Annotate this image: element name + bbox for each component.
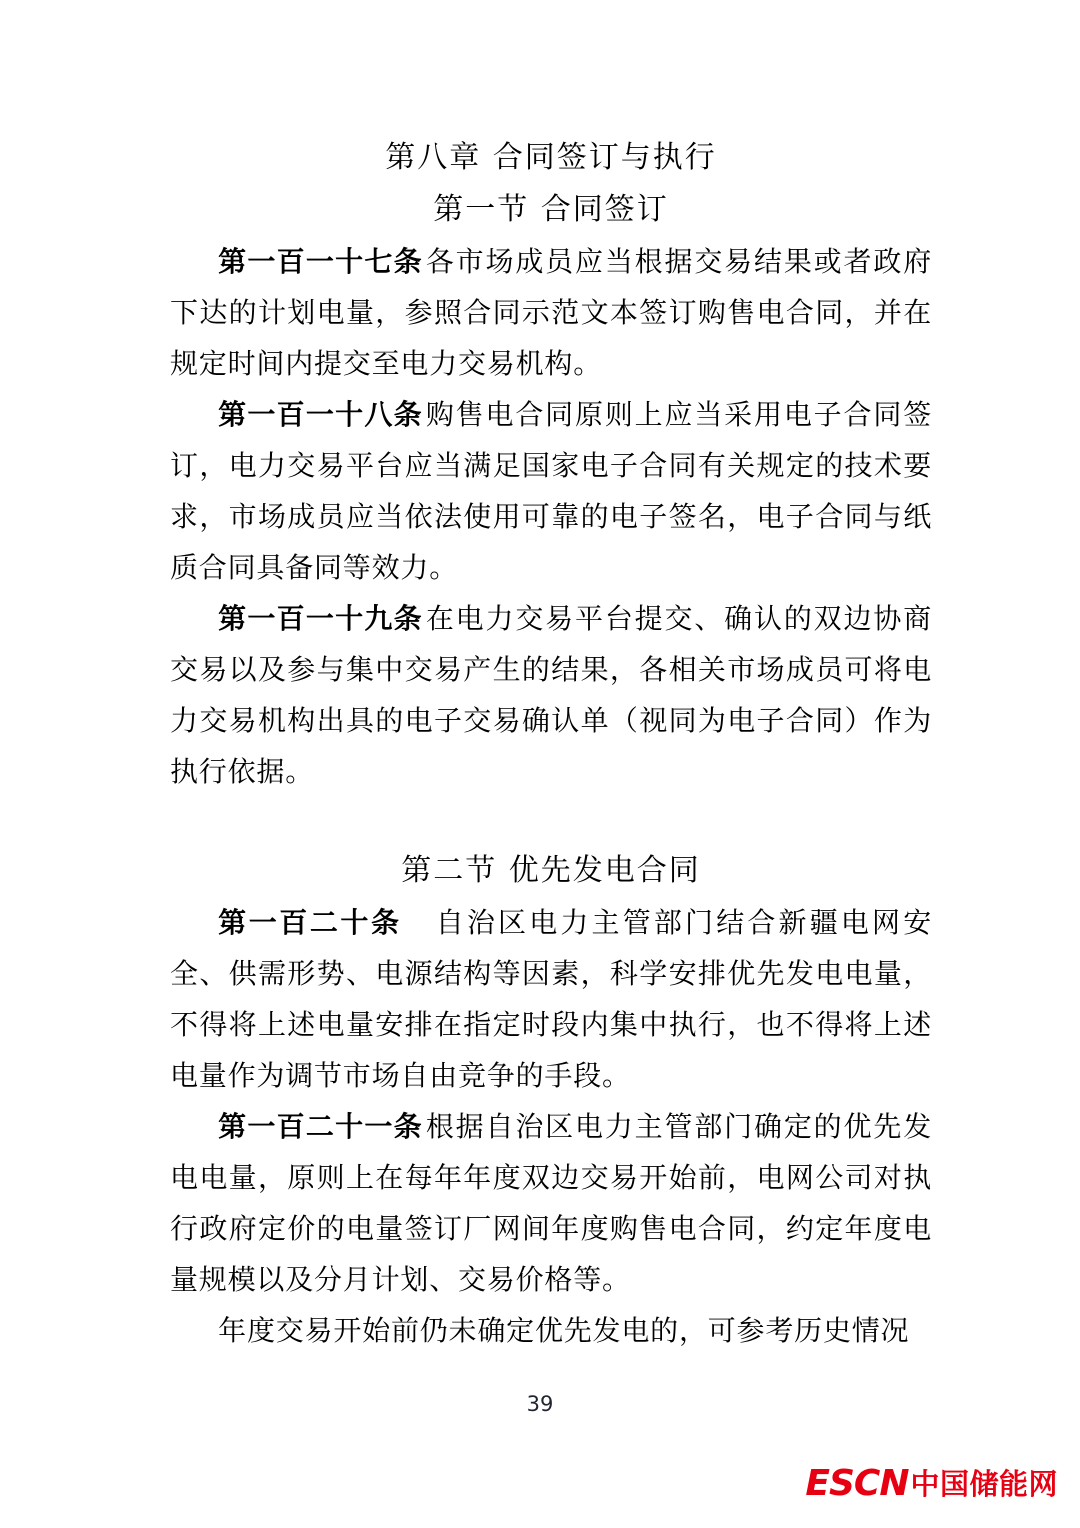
article-121-continuation: [170, 1305, 932, 1356]
article-120-number: 第一百二十条: [218, 906, 402, 939]
section-2-title: 第二节 优先发电合同: [401, 853, 701, 888]
article-118-text: 购售电合同原则上应当采用电子合同签订，电力交易平台应当满足国家电子合同有关规定的技术要求，市场成员应当依法使用可靠的电子签名，电子合同与纸质合同具备同等效力。: [170, 398, 932, 584]
page-number: 39: [526, 1392, 554, 1416]
article-120-text: 自治区电力主管部门结合新疆电网安全、供需形势、电源结构等因素，科学安排优先发电电量，不得将上述电量安排在指定时段内集中执行，也不得将上述电量作为调节市场自由竞争的手段。: [170, 906, 933, 1092]
article-121-number: 第一百二十一条: [218, 1110, 423, 1143]
article-121-continuation-text: 年度交易开始前仍未确定优先发电的，可参考历史情况: [218, 1314, 910, 1347]
chapter-title: 第八章 合同签订与执行: [385, 140, 717, 175]
article-117-text: 各市场成员应当根据交易结果或者政府下达的计划电量，参照合同示范文本签订购售电合同，并在规定时间内提交至电力交易机构。: [170, 245, 932, 380]
article-117: [170, 236, 932, 389]
document-body: [170, 132, 932, 1356]
article-118-number: 第一百一十八条: [218, 398, 423, 431]
escn-logo-latin-text: ESCN: [805, 1463, 909, 1504]
article-121: [170, 1101, 932, 1305]
article-119: [170, 593, 932, 797]
article-119-number: 第一百一十九条: [218, 602, 423, 635]
article-117-number: 第一百一十七条: [218, 245, 423, 278]
article-118: [170, 389, 932, 593]
section-1-title: 第一节 合同签订: [433, 192, 669, 227]
article-120: [170, 897, 932, 1101]
escn-logo: [805, 1463, 1058, 1504]
article-121-text: 根据自治区电力主管部门确定的优先发电电量，原则上在每年年度双边交易开始前，电网公司对执行政府定价的电量签订厂网间年度购售电合同，约定年度电量规模以及分月计划、交易价格等。: [170, 1110, 932, 1296]
article-119-text: 在电力交易平台提交、确认的双边协商交易以及参与集中交易产生的结果，各相关市场成员可将电力交易机构出具的电子交易确认单（视同为电子合同）作为执行依据。: [170, 602, 932, 788]
escn-logo-chinese-text: 中国储能网: [910, 1466, 1058, 1501]
